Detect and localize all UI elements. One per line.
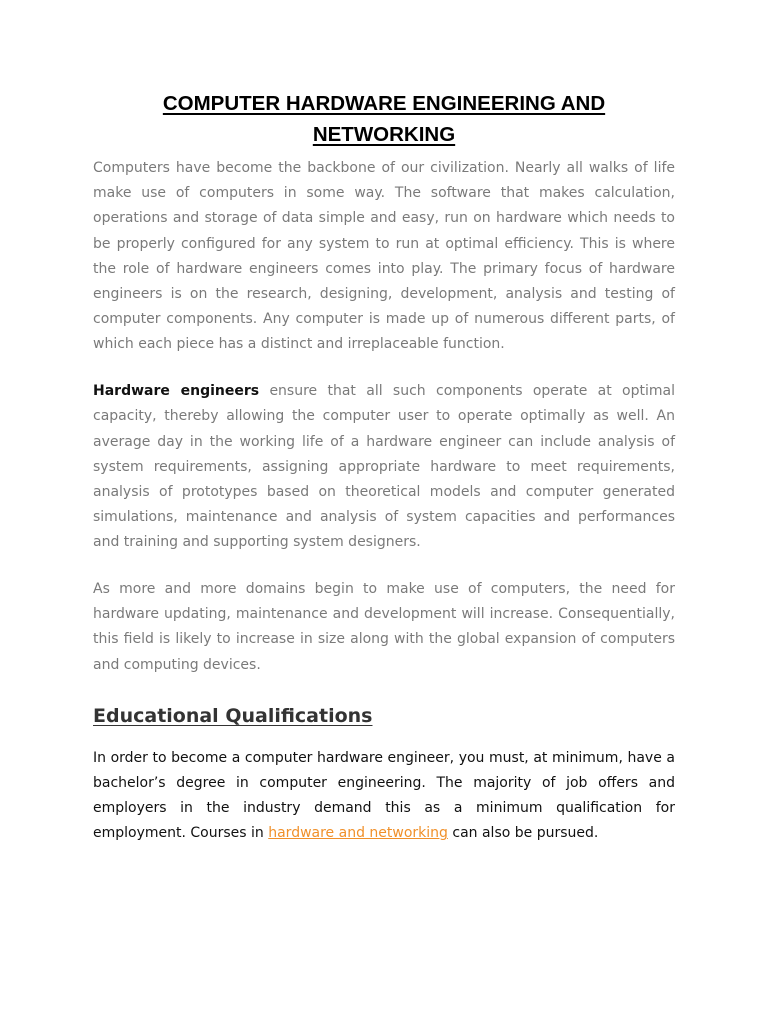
document-page bbox=[93, 88, 675, 847]
qualifications-text-before-link: In order to become a computer hardware engineer, you must, at minimum, have a bachelor’s degree in computer engineering. The majority of job offers and employers in the industry demand this as a minimum qualification for employment. Courses in bbox=[93, 749, 675, 842]
intro-paragraph: Computers have become the backbone of our civilization. Nearly all walks of life make use of computers in some way. The software that makes calculation, operations and storage of data simple and easy, run on hardware which needs to be properly configured for any system to run at optimal efficiency. This is where the role of hardware engineers comes into play. The primary focus of hardware engineers is on the research, designing, development, analysis and testing of computer components. Any computer is made up of numerous different parts, of which each piece has a distinct and irreplaceable function. bbox=[93, 160, 675, 353]
domains-paragraph: As more and more domains begin to make use of computers, the need for hardware updating, maintenance and development will increase. Consequentially, this field is likely to increase in size along with the global expansion of computers and computing devices. bbox=[93, 581, 675, 673]
hardware-engineers-paragraph bbox=[93, 379, 675, 555]
hardware-and-networking-link[interactable]: hardware and networking bbox=[268, 825, 448, 842]
qualifications-paragraph bbox=[93, 746, 675, 847]
section-heading-educational-qualifications: Educational Qualifications bbox=[93, 704, 373, 727]
hardware-engineers-bold-lead: Hardware engineers bbox=[93, 383, 260, 400]
document-title: COMPUTER HARDWARE ENGINEERING AND NETWORKING bbox=[162, 92, 606, 146]
hardware-engineers-text: ensure that all such components operate at optimal capacity, thereby allowing the computer user to operate optimally as well. An average day in the working life of a hardware engineer can include analysis of system requirements, assigning appropriate hardware to meet requirements, analysis of prototypes based on theoretical models and computer generated simulations, maintenance and analysis of system capacities and performances and training and supporting system designers. bbox=[93, 383, 675, 551]
qualifications-text-after-link: can also be pursued. bbox=[447, 825, 599, 842]
